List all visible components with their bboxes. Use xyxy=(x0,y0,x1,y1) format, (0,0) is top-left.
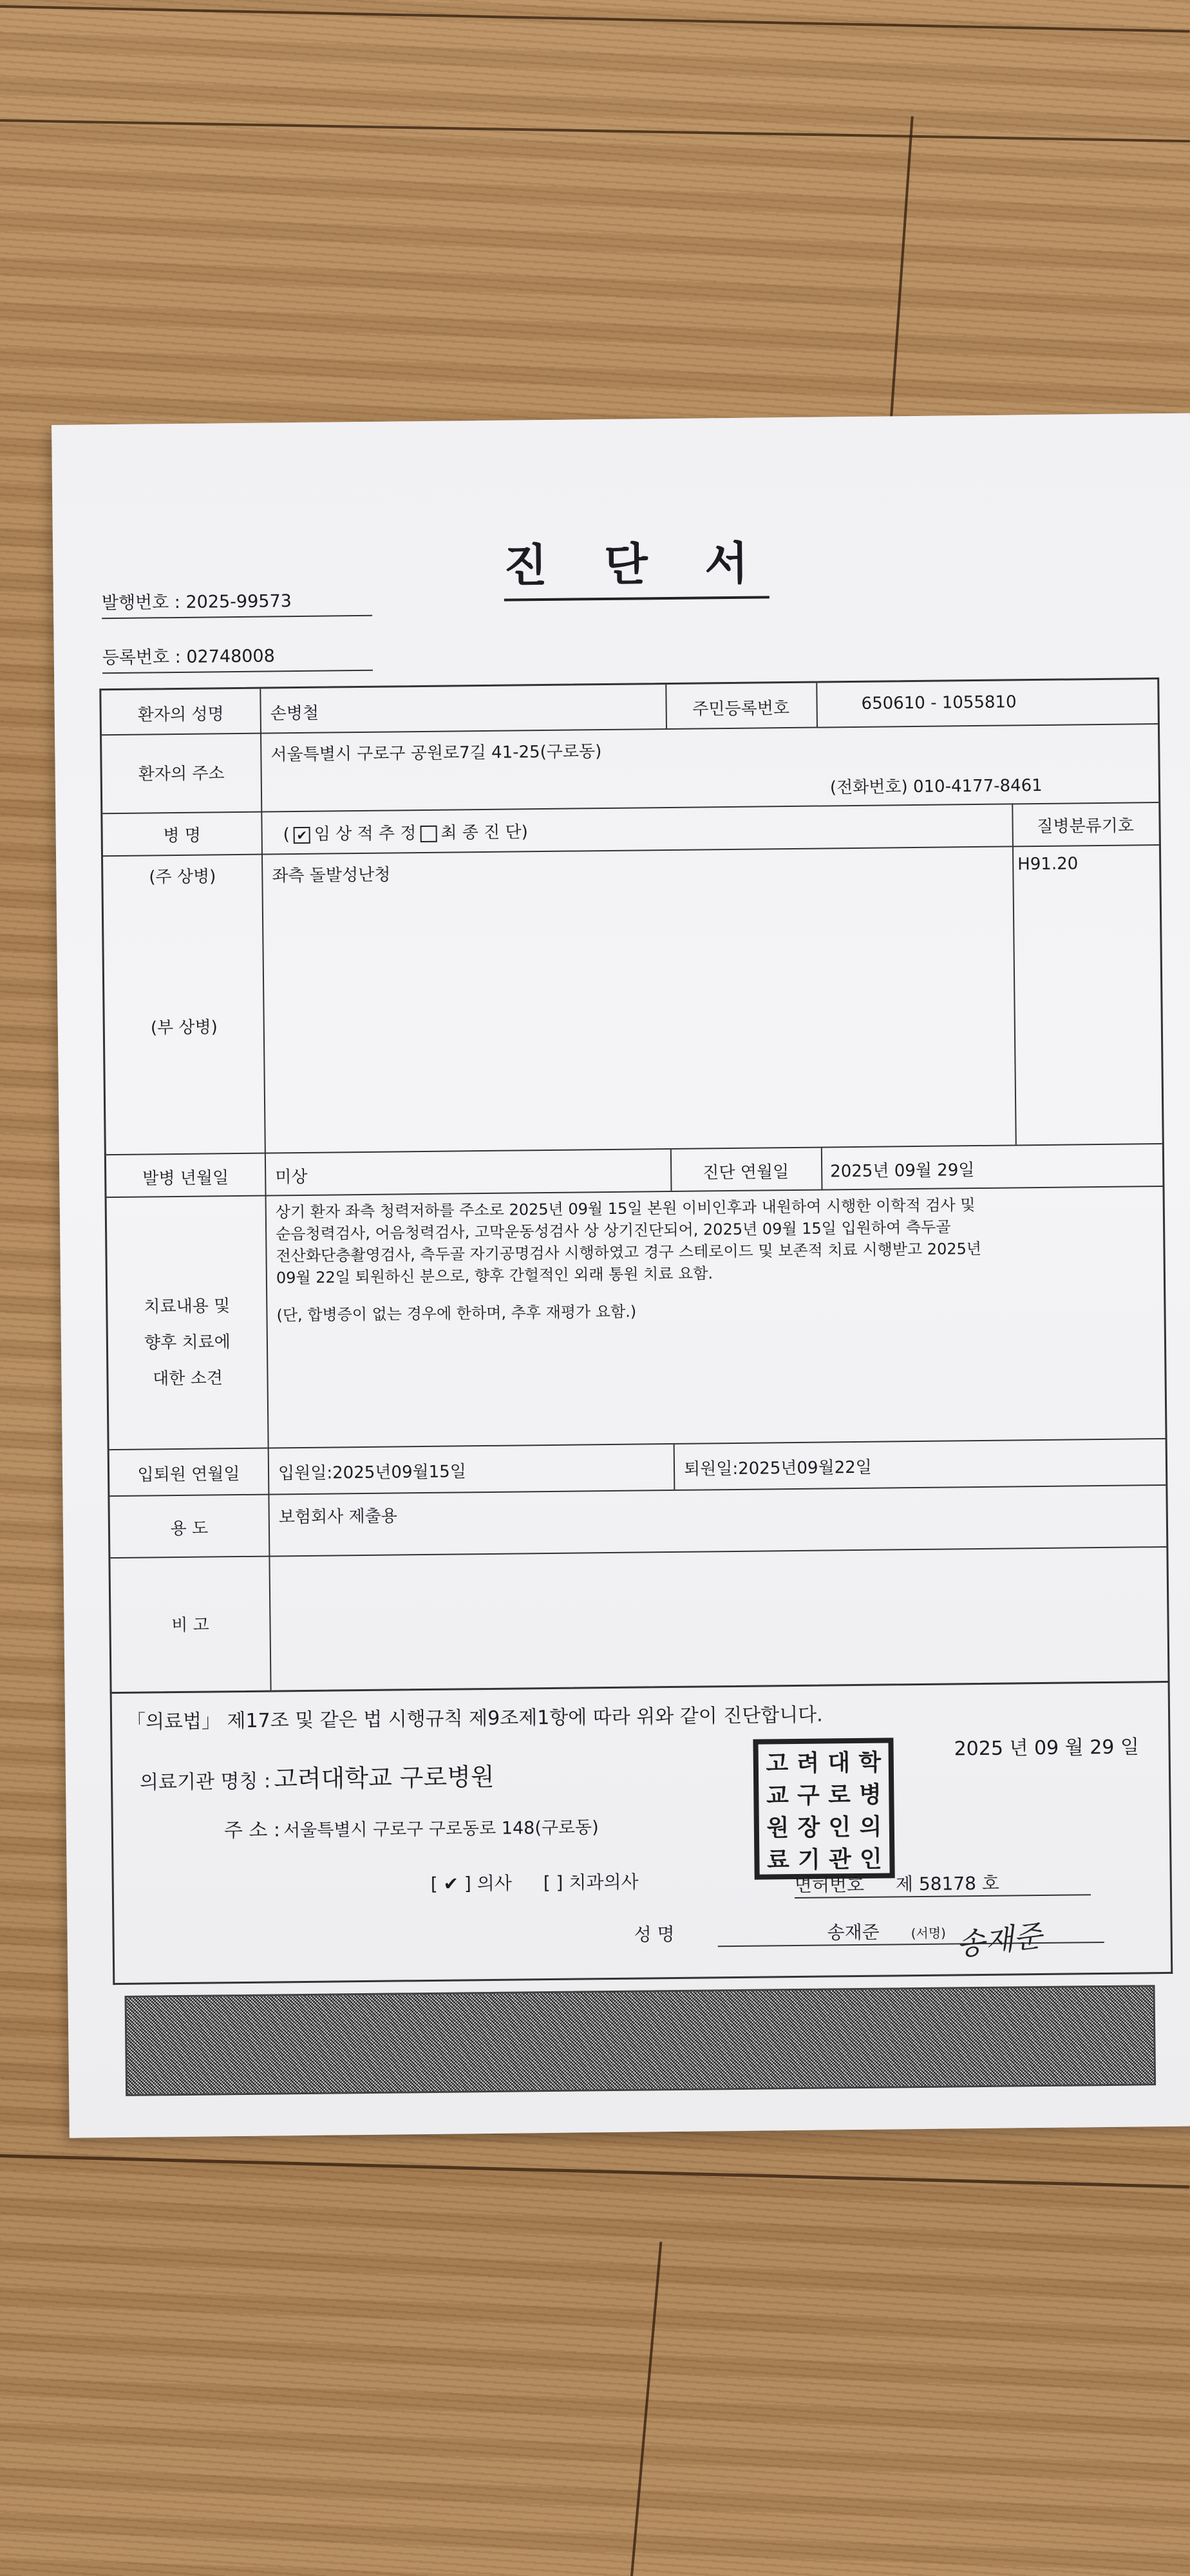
license-row xyxy=(795,1868,1091,1899)
institution-address-row xyxy=(224,1810,599,1842)
institution-address: 서울특별시 구로구 구로동로 148(구로동) xyxy=(283,1817,599,1841)
institution-label: 의료기관 명칭 : xyxy=(139,1770,271,1794)
seal-character: 료 xyxy=(766,1846,790,1874)
seal-character: 대 xyxy=(827,1749,851,1777)
seal-character: 인 xyxy=(859,1845,882,1873)
sub-disease-label: (부 상병) xyxy=(150,1018,218,1038)
final-label: 최 종 진 단 xyxy=(440,822,522,843)
seal-character: 의 xyxy=(859,1813,882,1841)
seal-character: 원 xyxy=(766,1814,789,1842)
issue-number-label: 발행번호 : xyxy=(101,592,181,614)
seal-character: 려 xyxy=(797,1749,820,1777)
treatment-text xyxy=(276,1192,1159,1326)
admission-out-date: 퇴원일:2025년09월22일 xyxy=(683,1457,872,1479)
purpose-label: 용 도 xyxy=(170,1519,209,1539)
doctor-name-row xyxy=(717,1916,1104,1947)
seal-character: 관 xyxy=(828,1846,852,1873)
seal-character: 기 xyxy=(797,1846,821,1873)
document-title: 진 단 서 xyxy=(504,527,770,601)
treatment-line: 상기 환자 좌측 청력저하를 주소로 2025년 09월 15일 본원 이비인후과 내원하여 시행한 이학적 검사 및 xyxy=(275,1196,976,1222)
treatment-label-line: 치료내용 및 xyxy=(144,1296,231,1317)
signature-label: (서명) xyxy=(911,1925,947,1942)
patient-phone xyxy=(830,772,1043,798)
hospital-seal xyxy=(753,1738,894,1879)
treatment-note: (단, 합병증이 없는 경우에 한하며, 추후 재평가 요함.) xyxy=(276,1302,637,1325)
floor-seam xyxy=(0,119,1190,142)
rrn-label: 주민등록번호 xyxy=(692,699,790,719)
doctor-check: [ ✔ ] 의사 xyxy=(430,1872,513,1895)
diagnosis-date-value: 2025년 09월 29일 xyxy=(830,1160,975,1182)
seal-character: 병 xyxy=(858,1781,882,1808)
main-disease-label: (주 상병) xyxy=(149,867,216,887)
treatment-line: 전산화단층촬영검사, 측두골 자기공명검사 시행하였고 경구 스테로이드 및 보존적 치료 시행받고 2025년 xyxy=(276,1239,982,1265)
issue-number xyxy=(102,586,372,619)
diagnosis-type-selector: ( ✔ 임 상 적 추 정 최 종 진 단) xyxy=(283,822,529,845)
registration-number-label: 등록번호 : xyxy=(102,647,181,668)
license-label: 면허번호 xyxy=(794,1873,865,1897)
institution-row xyxy=(140,1757,495,1796)
treatment-label-line: 향후 치료에 xyxy=(144,1332,231,1353)
disease-code-label: 질병분류기호 xyxy=(1037,816,1135,837)
remarks-label: 비 고 xyxy=(171,1615,209,1636)
clinical-label: 임 상 적 추 정 xyxy=(314,824,417,844)
doctor-name-label: 성 명 xyxy=(634,1923,675,1946)
seal-character: 구 xyxy=(797,1781,820,1809)
patient-name-label: 환자의 성명 xyxy=(137,705,224,725)
purpose-value: 보험회사 제출용 xyxy=(278,1506,398,1528)
main-disease-value: 좌측 돌발성난청 xyxy=(272,865,391,886)
phone-label: (전화번호) xyxy=(829,777,908,798)
seal-character: 고 xyxy=(766,1750,789,1777)
dentist-check: [ ] 치과의사 xyxy=(543,1871,639,1894)
law-statement: 「의료법」 제17조 및 같은 법 시행규칙 제9조제1항에 따라 위와 같이 진단합니다. xyxy=(126,1703,823,1734)
treatment-label-line: 대한 소견 xyxy=(152,1368,223,1389)
floor-seam xyxy=(0,5,1190,33)
diagnosis-date-label: 진단 연월일 xyxy=(703,1162,789,1183)
diagnosis-certificate-paper xyxy=(52,413,1190,2137)
clinical-checkbox[interactable]: ✔ xyxy=(294,826,310,843)
seal-character: 인 xyxy=(828,1814,851,1841)
institution-address-label: 주 소 : xyxy=(223,1819,281,1842)
phone-value: 010-4177-8461 xyxy=(912,775,1043,797)
patient-name: 손병철 xyxy=(270,703,319,724)
main-disease-code: H91.20 xyxy=(1017,854,1079,875)
seal-character: 교 xyxy=(766,1782,789,1810)
seal-character: 장 xyxy=(797,1814,820,1841)
seal-character: 학 xyxy=(858,1748,882,1776)
onset-date-label: 발병 년월일 xyxy=(142,1168,229,1189)
admission-label: 입퇴원 연월일 xyxy=(137,1464,240,1485)
floor-seam xyxy=(889,116,913,424)
disease-name-label: 병 명 xyxy=(163,826,202,846)
final-checkbox[interactable] xyxy=(420,825,437,842)
treatment-label xyxy=(108,1288,267,1398)
treatment-line: 순음청력검사, 어음청력검사, 고막운동성검사 상 상기진단되어, 2025년 09월 15일 입원하여 측두골 xyxy=(276,1218,951,1244)
redacted-barcode-strip xyxy=(125,1985,1157,2096)
institution-name: 고려대학교 구로병원 xyxy=(273,1762,495,1794)
certificate-table xyxy=(99,677,1169,1694)
admission-in-date: 입원일:2025년09월15일 xyxy=(278,1462,467,1484)
license-number: 제 58178 호 xyxy=(895,1872,1000,1895)
rrn-value: 650610 - 1055810 xyxy=(861,692,1017,714)
doctor-type-row xyxy=(431,1868,639,1896)
doctor-name: 송재준 xyxy=(827,1921,880,1944)
seal-character: 로 xyxy=(827,1781,851,1809)
patient-address: 서울특별시 구로구 공원로7길 41-25(구로동) xyxy=(270,742,602,765)
onset-date-value: 미상 xyxy=(275,1167,308,1188)
floor-seam xyxy=(0,2154,1189,2188)
issue-number-value: 2025-99573 xyxy=(185,591,292,612)
registration-number-value: 02748008 xyxy=(186,646,275,667)
patient-address-label: 환자의 주소 xyxy=(138,764,225,784)
registration-number xyxy=(102,641,373,674)
treatment-line: 09월 22일 퇴원하신 분으로, 향후 간헐적인 외래 통원 치료 요함. xyxy=(276,1264,713,1287)
doctor-signature: 송재준 xyxy=(954,1918,1044,1963)
floor-seam xyxy=(628,2242,663,2576)
certificate-date: 2025 년 09 월 29 일 xyxy=(954,1736,1140,1761)
